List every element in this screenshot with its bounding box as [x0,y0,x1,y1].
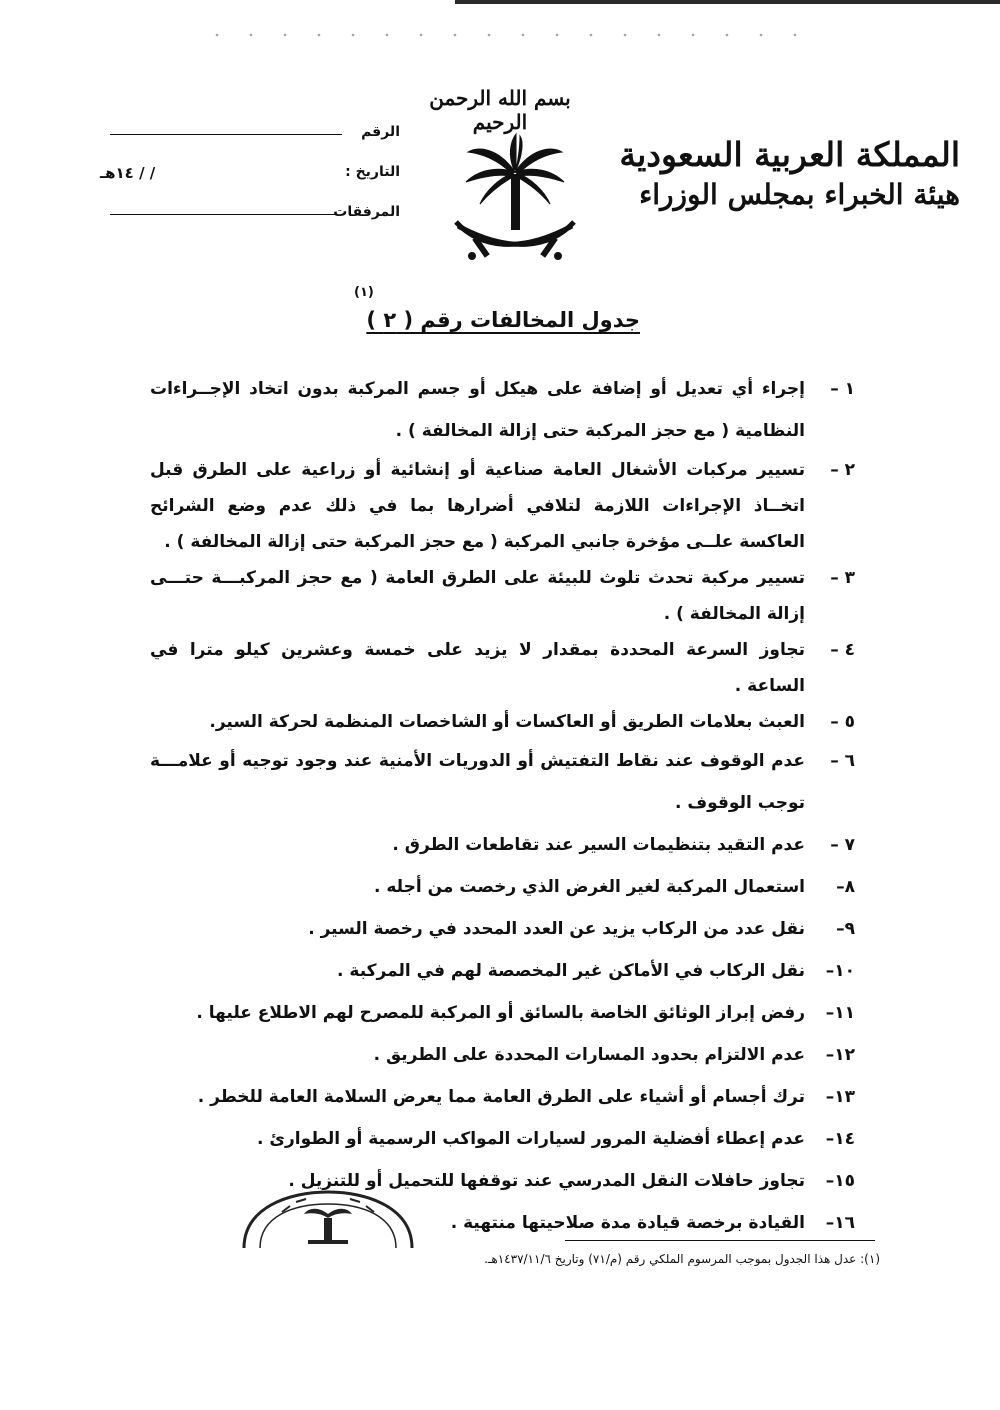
attachments-label: المرفقات [333,204,400,220]
ref-number-label: الرقم [361,124,400,140]
list-item [150,704,855,740]
item-number: ١٥– [825,1171,855,1191]
list-item [150,950,855,992]
list-item [150,632,855,704]
violations-list [150,368,855,1244]
footnote-marker: (١) [354,285,374,300]
scan-artifacts [200,33,820,37]
list-item [150,452,855,560]
ref-number-line [110,134,342,135]
ref-number-row [100,124,400,164]
attachments-row [100,204,400,244]
footnote-divider [565,1240,875,1241]
item-text: عدم التقيد بتنظيمات السير عند تقاطعات الطرق . [392,835,805,855]
item-number: ١٢– [825,1045,855,1065]
item-number: ٥ – [830,712,855,732]
item-text: استعمال المركبة لغير الغرض الذي رخصت من أجله . [373,877,805,897]
list-item [150,740,855,824]
item-number: ١٦– [825,1213,855,1233]
item-text: عدم الوقوف عند نقاط التفتيش أو الدوريات الأمنية عند وجود توجيه أو علامـــة توجب الوقوف . [150,751,805,813]
organization-block [600,134,960,214]
date-label: التاريخ : [345,164,400,180]
item-text: تجاوز السرعة المحددة بمقدار لا يزيد على خمسة وعشرين كيلو مترا في الساعة . [150,640,805,696]
item-text: تسيير مركبات الأشغال العامة صناعية أو إنشائية أو زراعية على الطرق قبل اتخــاذ الإجراءات اللازمة لتلافي أضرارها بما في ذلك عدم وضع الشرائح العاكسة علــى مؤخرة جانبي المركبة ( مع حجز المركبة حتى إزالة المخالفة ) . [150,460,805,552]
item-number: ٢ – [830,460,855,480]
official-stamp-icon [238,1188,418,1252]
item-text: ترك أجسام أو أشياء على الطرق العامة مما يعرض السلامة العامة للخطر . [197,1087,805,1107]
item-text: عدم إعطاء أفضلية المرور لسيارات المواكب الرسمية أو الطوارئ . [257,1129,805,1149]
item-number: ٨– [836,877,855,897]
item-text: إجراء أي تعديل أو إضافة على هيكل أو جسم المركبة بدون اتخاد الإجــراءات النظامية ( مع حجز المركبة حتى إزالة المخالفة ) . [150,379,805,441]
list-item [150,908,855,950]
list-item [150,992,855,1034]
item-number: ١٣– [825,1087,855,1107]
item-number: ٧ – [830,835,855,855]
item-number: ٤ – [830,640,855,660]
date-value: ١٤هـ / / [100,164,156,182]
item-number: ٩– [836,919,855,939]
item-number: ١٠– [825,961,855,981]
page-title: جدول المخالفات رقم ( ٢ ) [366,308,640,332]
list-item [150,368,855,452]
basmala: بسم الله الرحمن الرحيم [429,86,571,134]
item-text: نقل عدد من الركاب يزيد عن العدد المحدد في رخصة السير . [308,919,805,939]
item-text: عدم الالتزام بحدود المسارات المحددة على الطريق . [373,1045,805,1065]
organization-name: المملكة العربية السعودية [619,135,960,174]
footnote-text: (١): عدل هذا الجدول بموجب المرسوم الملكي رقم (م/٧١) وتاريخ ١٤٣٧/١١/٦هـ. [484,1252,880,1266]
list-item [150,1034,855,1076]
list-item [150,1118,855,1160]
item-text: القيادة برخصة قيادة مدة صلاحيتها منتهية . [450,1213,805,1233]
reference-block [100,124,400,244]
item-number: ٣ – [830,568,855,588]
list-item [150,1076,855,1118]
item-number: ٦ – [830,751,855,771]
item-text: تجاوز حافلات النقل المدرسي عند توقفها للتحميل أو للتنزيل . [288,1171,805,1191]
item-number: ١١– [825,1003,855,1023]
date-row [100,164,400,204]
attachments-line [110,214,338,215]
top-border [455,0,1000,4]
item-text: تسيير مركبة تحدث تلوث للبيئة على الطرق العامة ( مع حجز المركبـــة حتـــى إزالة المخالفة ) . [150,568,805,624]
item-number: ١ – [830,379,855,399]
list-item [150,866,855,908]
organization-department: هيئة الخبراء بمجلس الوزراء [639,178,960,211]
item-text: نقل الركاب في الأماكن غير المخصصة لهم في المركبة . [337,961,805,981]
item-number: ١٤– [825,1129,855,1149]
palm-and-swords-emblem-icon [450,130,580,265]
item-text: رفض إبراز الوثائق الخاصة بالسائق أو المركبة للمصرح لهم الاطلاع عليها . [196,1003,805,1023]
list-item [150,824,855,866]
item-text: العبث بعلامات الطريق أو العاكسات أو الشاخصات المنظمة لحركة السير. [209,712,805,732]
list-item [150,560,855,632]
